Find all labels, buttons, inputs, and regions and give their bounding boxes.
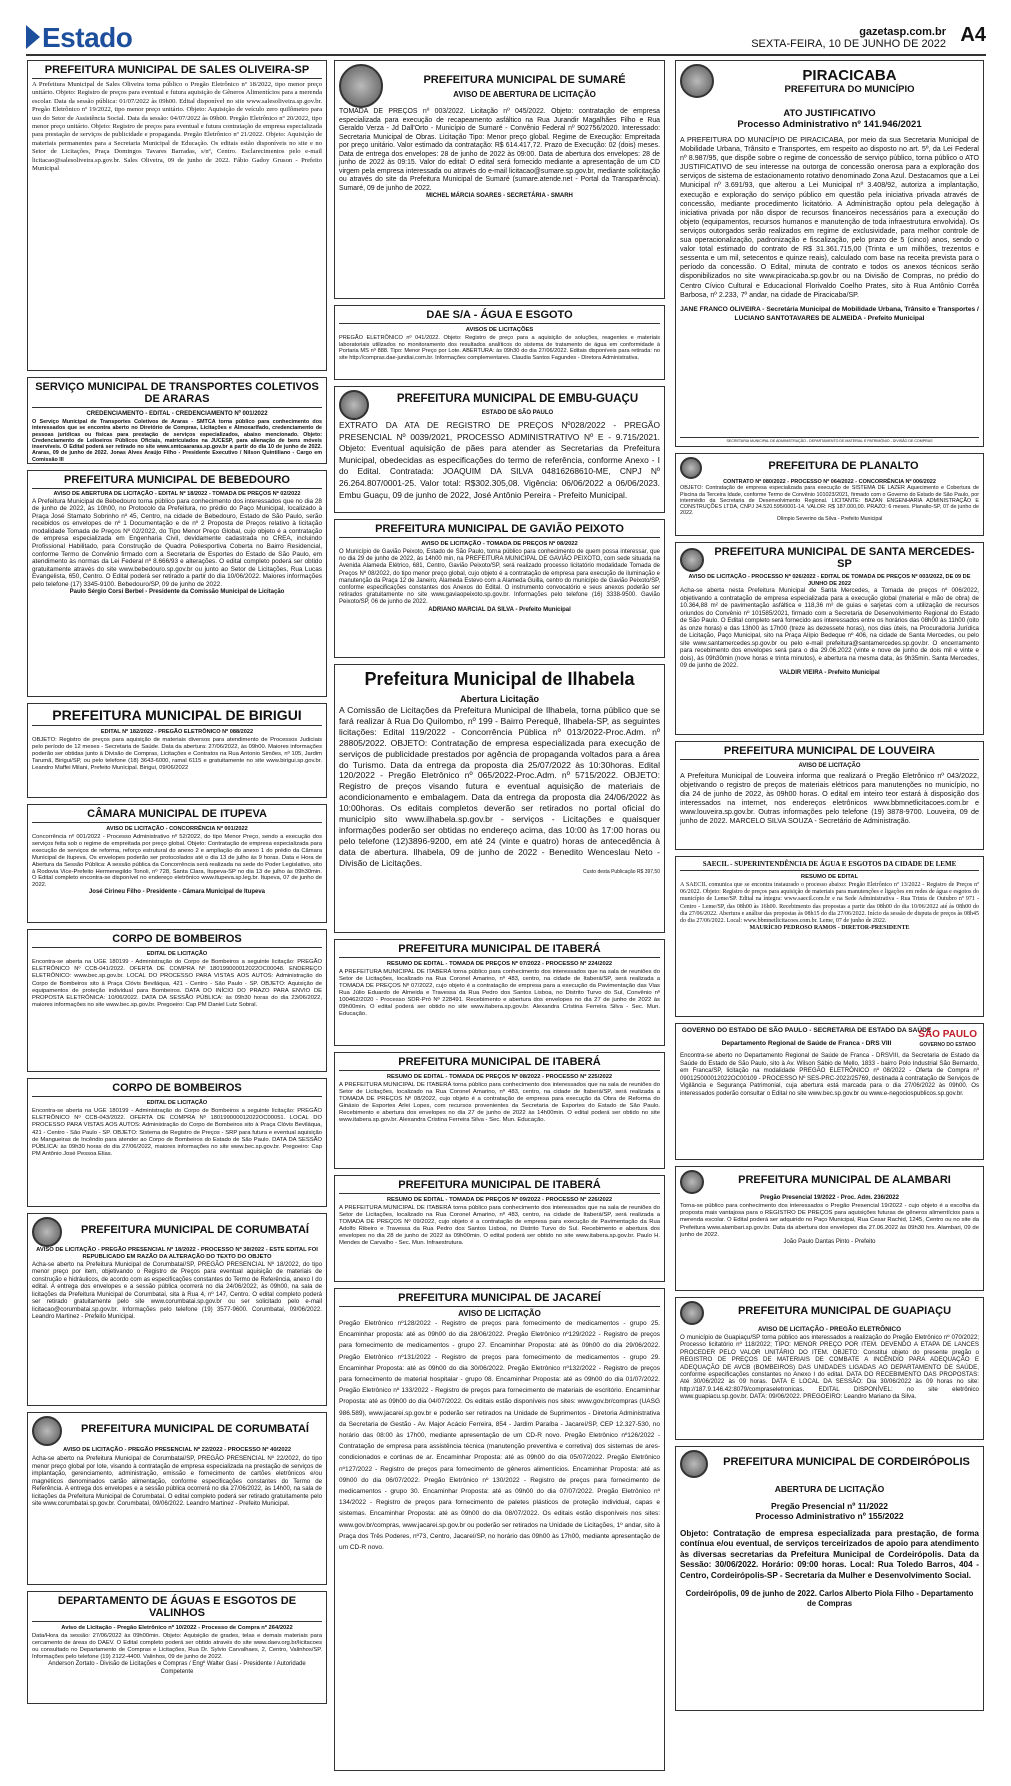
notice-body: A Prefeitura Municipal de Sales Oliveira torna público o Pregão Eletrônico nº 18/2022, tipo menor preço unitário. Objeto: Registro de preços para eventual e futura aquisição de Gêneros Alimentícios para a merenda escolar. Data da sessão pública: 01/07/2022 às 09h00. Edital disponível no site www.salesoliveira.sp.gov.br. Pregão Eletrônico nº 19/2022, tipo menor preço unitário. Objeto: Aquisição de veículo zero quilômetro para uso do Setor de Assistência Social. Data da sessão: 04/07/2022 às 09h00. Pregão Eletrônico nº 20/2022, tipo menor preço unitário. Objeto: Registro de preços para eventual e futura contratação de empresa especializada para prestação de serviços de publicidade e propaganda. Pregão Eletrônico nº 21/2022. Objeto: Aquisição de materiais permanentes para a Secretaria Municipal de Educação. Os editais estão disponíveis no site e no Setor de Licitações, Praça Domingos Tavares Barradas, s/nº, Centro. Esclarecimentos pelo e-mail licitacao@salesoliveira.sp.gov.br. Sales Oliveira, 09 de junho de 2022. Fábio Gadoy Gruson - Prefeito Municipal bbox=[32, 81, 322, 173]
notice-signature: Anderson Zortato - Divisão de Licitações e Compras / Engº Walter Gasi - Presidente / Autoridade Competente bbox=[48, 1661, 306, 1675]
municipal-seal-icon bbox=[32, 1416, 62, 1446]
notice-subtitle: Pregão Presencial 19/2022 - Proc. Adm. 236/2022 bbox=[760, 1195, 899, 1201]
notice-title: PREFEITURA MUNICIPAL DE JACAREÍ bbox=[339, 1292, 660, 1307]
notice-signature: MAURÍCIO PEDROSO RAMOS - DIRETOR-PRESIDENTE bbox=[749, 925, 910, 932]
notice-body: Acha-se aberta nesta Prefeitura Municipal de Santa Mercedes, a Tomada de preços nº 006/2022, objetivando a contratação de empresa especializada para a execução global (material e mão de obra) de 10.364,88 m² de pavimentação asfáltica e 118,36 m² de guias e sarjetas com a utilização de recursos oriundos do Convênio nº 101585/2021, firmado com a Secretaria de Desenvolvimento Regional do Estado de São Paulo. O Edital completo será fornecido aos interessados entre os horários das 08h00 às 11h00 (oito às onze horas) e das 13h00 às 17h00 (treze às dezessete horas), nos dias úteis, na Procuradoria Jurídica de Licitação, Paço Municipal, sito na Praça Alípio Bedeque nº 406, na cidade de Santa Mercedes, ou pelo site www.santamercedes.sp.gov.br ou pelo e-mail prefeitura@santamercedes.sp.gov.br. O encerramento para recebimento dos envelopes será para o dia 29.06.2022 (vinte e nove de junho de dois mil e vinte e dois), às 09h30min (nove horas e trinta minutos), e abertura na mesma data, às 9h35min. Santa Mercedes, 09 de junho de 2022. bbox=[680, 587, 979, 669]
municipal-seal-icon bbox=[680, 64, 714, 98]
municipal-seal-icon bbox=[680, 1170, 704, 1194]
notice-planalto bbox=[675, 453, 984, 536]
notice-guapiacu bbox=[675, 1297, 984, 1440]
notice-act-title: ATO JUSTIFICATIVO bbox=[783, 108, 876, 119]
notice-header bbox=[32, 1416, 322, 1446]
notice-subtitle: PREFEITURA DO MUNICÍPIO bbox=[784, 84, 915, 95]
notice-smtca-araras bbox=[27, 377, 327, 464]
notice-signature: MICHEL MÁRCIA SOARES - SECRETÁRIA - SMARH bbox=[426, 193, 573, 199]
notice-ilhabela bbox=[334, 664, 665, 933]
notice-title: DAE S/A - ÁGUA E ESGOTO bbox=[339, 309, 660, 324]
notice-saecil-leme bbox=[675, 856, 984, 1017]
notice-louveira bbox=[675, 741, 984, 850]
notice-title: PREFEITURA MUNICIPAL DE BIRIGUI bbox=[32, 707, 322, 726]
notice-title: PREFEITURA MUNICIPAL DE LOUVEIRA bbox=[680, 745, 979, 760]
notice-heading bbox=[389, 74, 660, 99]
notice-heading bbox=[720, 67, 979, 95]
notice-body: Objeto: Contratação de empresa especializada para prestação, de forma contínua e/ou eventual, de serviços terceirizados de apoio para atendimento às diversas secretarias da Prefeitura Municipal de Cordeirópolis. Data da Sessão: 30/06/2022. Horário: 09:00 horas. Local: Rua Toledo Barros, 404 - Centro, Cordeirópolis-SP - Secretaria da Mulher e Desenvolvimento Social. bbox=[680, 1529, 979, 1580]
notice-daev-valinhos bbox=[27, 1591, 327, 1704]
notice-itabera-2 bbox=[334, 1052, 665, 1169]
notice-jacarei bbox=[334, 1288, 665, 1771]
notice-subtitle: AVISOS DE LICITAÇÕES bbox=[465, 327, 534, 333]
notice-body: Encontra-se aberta na UGE 180199 - Administração do Corpo de Bombeiros a seguinte licitação: PREGÃO ELETRÔNICO Nº CCB-043/2022. OFERTA DE COMPRA Nº 180199000012022OC00051. LOCAL DO PROCESSO PARA VISTAS AOS AUTOS: Administração do Corpo de Bombeiros sito à Praça Clóvis Beviláqua, 421 - Centro - São Paulo - SP. OBJETO: Sistema de Registro de Preços - SRP para futura e eventual aquisição de Mangueiras de Incêndio para atender ao Corpo de Bombeiros do Estado de São Paulo. DATA DA SESSÃO PÚBLICA: às 09h30 horas do dia 27/06/2022, maiores informações no site www.bec.sp.gov.br. Pregoeiro: Cap PM Antônio José Pessoa Elias. bbox=[32, 1108, 322, 1158]
notice-subtitle: ESTADO DE SÃO PAULO bbox=[481, 409, 554, 416]
notice-body: Acha-se aberto na Prefeitura Municipal de Corumbataí/SP, PREGÃO PRESENCIAL Nº 22/2022, do tipo menor preço global por lote, visando à contratação de empresa especializada na prestação de serviços de implantação, gerenciamento, administração, emissão e fornecimento de cartões eletrônicos e/ou magnéticos denominados cartão alimentação, conforme especificações constantes do Termo de Referência. A entrega dos envelopes e a sessão pública ocorrerá no dia 27/06/2022, às 14h00, na sala de licitações da Prefeitura Municipal de Corumbataí. O edital completo poderá ser retirado gratuitamente pelo site www.corumbatai.sp.gov.br. Corumbataí, 09/06/2022. Leandro Martinez - Prefeito Municipal. bbox=[32, 1455, 322, 1507]
notice-title: CORPO DE BOMBEIROS bbox=[32, 1082, 322, 1097]
header-info bbox=[751, 26, 946, 50]
notice-title: PREFEITURA MUNICIPAL DE CORDEIRÓPOLIS bbox=[723, 1456, 970, 1468]
municipal-seal-icon bbox=[680, 1450, 708, 1478]
notice-body: Concorrência nº 001/2022 - Processo Administrativo nº 52/2022, do tipo Menor Preço, sendo a execução dos serviços feita sob o regime de empreitada por preço global. Objeto: Contratação de empresa especializada para execução de serviços de reforma, reforço estrutural do anexo 2 e ampliação do anexo 1 do prédio da Câmara Municipal de Itupeva. Os envelopes poderão ser protocolados até o dia 13 de julho às 9 horas. Data e Hora de Abertura da Sessão Pública: A sessão pública da Concorrência será realizada na sede do Poder Legislativo, sito à Rodovia Vice-Prefeito Hermenegildo Tonoli, nº 728, Santa Clara, Itupeva-SP no dia 13 de julho às 09h30min. O Edital completo encontra-se disponível no endereço eletrônico www.itupeva.sp.leg.br. Itupeva, 07 de junho de 2022. bbox=[32, 834, 322, 889]
notice-body: Acha-se aberto na Prefeitura Municipal de Corumbataí/SP, PREGÃO PRESENCIAL Nº 18/2022, do tipo menor preço por item, objetivando o Registro de Preços para eventual aquisição de materiais de construção e hidráulicos, de acordo com as especificações constantes do Termo de Referência, anexo I do edital. A entrega dos envelopes e a sessão pública ocorrerá no dia 24/06/2022, às 09h00, na sala de licitações da Prefeitura Municipal de Corumbataí, sita à Rua 4, nº 147, Centro. O edital completo poderá ser retirado gratuitamente pelo site www.corumbatai.sp.gov.br ou ser solicitado pelo e-mail licitacao@corumbatai.sp.gov.br. Informações pelo telefone (19) 3577-9600. Corumbataí, 09/06/2022. Leandro Martinez - Prefeito Municipal. bbox=[32, 1260, 322, 1321]
notice-subtitle: AVISO DE ABERTURA DE LICITAÇÃO - EDITAL Nº 18/2022 - TOMADA DE PREÇOS Nº 02/2022 bbox=[53, 491, 301, 497]
notice-title: PIRACICABA bbox=[802, 67, 897, 84]
header-rule bbox=[26, 54, 986, 56]
notice-cordeiropolis bbox=[675, 1446, 984, 1711]
notice-title: Prefeitura Municipal de Ilhabela bbox=[364, 669, 635, 689]
notice-title: PREFEITURA MUNICIPAL DE SUMARÉ bbox=[423, 73, 626, 86]
notice-subtitle: EDITAL Nº 182/2022 - PREGÃO ELETRÔNICO Nº 088/2022 bbox=[100, 729, 254, 735]
notice-title: PREFEITURA MUNICIPAL DE GAVIÃO PEIXOTO bbox=[339, 523, 660, 538]
notice-subtitle: AVISO DE LICITAÇÃO bbox=[798, 763, 861, 769]
notice-santa-mercedes bbox=[675, 542, 984, 735]
column-3 bbox=[675, 60, 984, 1717]
notice-header bbox=[680, 1301, 979, 1325]
notice-corumbatai-2 bbox=[27, 1412, 327, 1585]
notice-subtitle: AVISO DE LICITAÇÃO - TOMADA DE PREÇOS Nº 08/2022 bbox=[421, 541, 578, 547]
notice-body: O município de Guapiaçu/SP torna público aos interessados a realização do Pregão Eletrônico nº 070/2022; Processo licitatório nº 118/2022; TIPO: MENOR PREÇO POR ITEM. DEVENDO A ETAPA DE LANCES PROCEDER PELO VALOR UNITÁRIO DO ITEM. OBJETO: Constitui objeto do presente pregão o REGISTRO DE PREÇOS DE MATERIAIS DE COMBATE A INCÊNDIO PARA ADEQUAÇÃO E ADEQUAÇÃO DE AVCB (BOMBEIROS) DAS UNIDADES LIGADAS AO DEPARTAMENTO DE SAÚDE, conforme especificações constantes no Anexo I do edital. DATA DO RECEBIMENTO DAS PROPOSTAS: Até 30/06/2022 às 09 horas. DATA E LOCAL DA SESSÃO: Dia 30/06/2022 às 09 horas no site: http://187.9.146.42:8079/compraseletronicas. EDITAL DISPONÍVEL: no site eletrônico www.guapiacu.sp.gov.br. DATA: 09/06/2022. PREGOEIRO: Leandro Mariano da Silva. bbox=[680, 1334, 979, 1401]
notice-bebedouro bbox=[27, 470, 327, 697]
notice-footer: SECRETARIA MUNICIPAL DE ADMINISTRAÇÃO - DEPARTAMENTO DE MATERIAL E PATRIMÔNIO - DIVISÃO DE COMPRAS bbox=[680, 437, 979, 443]
notice-title: PREFEITURA MUNICIPAL DE SALES OLIVEIRA-SP bbox=[32, 64, 322, 79]
notice-subtitle: Abertura Licitação bbox=[459, 694, 540, 704]
notice-heading bbox=[375, 393, 660, 418]
notice-signature: JANE FRANCO OLIVEIRA - Secretária Municipal de Mobilidade Urbana, Trânsito e Transportes / LUCIANO SANTOTAVARES DE ALMEIDA - Prefeito Municipal bbox=[680, 305, 979, 322]
notice-gaviao-peixoto bbox=[334, 519, 665, 658]
notice-itupeva bbox=[27, 804, 327, 923]
notice-body: TOMADA DE PREÇOS nº 003/2022. Licitação nº 045/2022. Objeto: contratação de empresa especializada para execução de recapeamento asfáltico na Rua Jurandir Magalhães Filho e Rua Geraldo Verza - Jd Dall'Orto - Município de Sumaré - Convênio Federal nº 902756/2020. Interessado: Secretaria Municipal de Obras. Licitação Tipo: Menor preço global. Regime de Execução: Empreitada por preço unitário. Valor estimado da contratação: R$ 614.417,72. Prazo de Execução: 02 (dois) meses. Data de entrega dos envelopes: 28 de junho de 2022 às 09:00. Data de abertura dos envelopes: 28 de junho de 2022 às 09:15. Valor do edital: O edital será fornecido mediante a apresentação de um CD virgem pela empresa interessada ou através do e-mail licitacao@sumare.sp.gov.br, mediante solicitação ou através do site da Prefeitura Municipal de Sumaré (sumare.atende.net - Portal da Transparência). Sumaré, 09 de junho de 2022. bbox=[339, 108, 660, 192]
notice-signature: José Cirineu Filho - Presidente - Câmara Municipal de Itupeva bbox=[88, 889, 266, 896]
notice-subtitle: CREDENCIAMENTO - EDITAL - CREDENCIAMENTO Nº 001/2022 bbox=[86, 411, 268, 417]
notice-saude-franca bbox=[675, 1023, 984, 1160]
notice-signature: VALDIR VIEIRA - Prefeito Municipal bbox=[779, 669, 880, 676]
notice-title: GOVERNO DO ESTADO DE SÃO PAULO - SECRETARIA DE ESTADO DA SAÚDE bbox=[681, 1027, 932, 1034]
notice-body: Data/Hora da sessão: 27/06/2022 às 09h00min. Objeto: Aquisição de grades, telas e demais materiais para cercamento de áreas do DAEV. O Edital completo poderá ser obtido através do site www.daev.org.br/licitacoes ou consultado no Departamento de Compras e Licitações, Rua Dr. Sylvio Carvalhaes, 2, Centro, Valinhos/SP. Informações pelo telefone (19) 2122-4400. Valinhos, 09 de junho de 2022. bbox=[32, 1633, 322, 1660]
notice-body: OBJETO: Registro de preços para aquisição de materiais diversos para atendimento de Processos Judiciais pelo período de 12 meses - Secretaria de Saúde. Data da abertura: 27/06/2022, às 09h00. Maiores informações poderão ser obtidas junto à Divisão de Compras, Licitações e Contratos na Rua Antonio Simões, nº 105, Jardim Tarumã, Birigui/SP, ou pelo telefone (18) 3643-6000, ramal 6115 e gratuitamente no site www.birigui.sp.gov.br. Leandro Maffei Milani, Prefeito Municipal. Birigui, 09/06/2022 bbox=[32, 737, 322, 771]
masthead bbox=[26, 22, 986, 54]
notice-subtitle: AVISO DE LICITAÇÃO - PREGÃO PRESENCIAL Nº 22/2022 - PROCESSO Nº 40/2022 bbox=[62, 1447, 292, 1453]
notice-body: A PREFEITURA MUNICIPAL DE ITABERÁ torna público para conhecimento dos interessados que na sala de reuniões do Setor de Licitações, localizado na Rua Coronel Amarino, nº 483, centro, na cidade de Itaberá/SP, será realizada a TOMADA DE PREÇOS Nº 09/2022, cujo objeto é a contratação de empresa para execução de Pavimentação da Rua Adolfo Ribeiro e Travessa da Rua Pedro dos Santos Lisboa, no Distrito Turvo do Sul. Recebimento e abertura dos envelopes no dia 28 de junho de 2022 às 09h00min. O edital poderá ser obtido no site www.itabera.sp.gov.br. Paulo H. Mendes de Carvalho - Sec. Mun. Infraestrutura. bbox=[339, 1205, 660, 1246]
notice-process-number: Processo Administrativo nº 141.946/2021 bbox=[737, 119, 922, 130]
brand-name: Estado bbox=[42, 22, 133, 53]
notice-alambari bbox=[675, 1166, 984, 1291]
notice-corpo-bombeiros-2 bbox=[27, 1078, 327, 1207]
notice-header bbox=[680, 1170, 979, 1194]
notice-subtitle: RESUMO DE EDITAL - TOMADA DE PREÇOS Nº 07/2022 - PROCESSO Nº 224/2022 bbox=[386, 961, 613, 967]
notice-title: CORPO DE BOMBEIROS bbox=[32, 933, 322, 948]
notice-header bbox=[680, 546, 979, 574]
notice-title: DEPARTAMENTO DE ÁGUAS E ESGOTOS DE VALINHOS bbox=[32, 1595, 322, 1622]
notice-body: Torna-se público para conhecimento dos interessados o Pregão Presencial 19/2022 - cujo objeto é a escolha da proposta mais vantajosa para o REGISTRO DE PREÇOS para aquisições futuras de gêneros alimentícios para a merenda escolar. O Edital poderá ser adquirido no Paço Municipal, Rua Cesar Rachid, 1245, Centro ou no site da Prefeitura www.alambari.sp.gov.br. Data da abertura dos envelopes dia 27.06.2022 às 09h30 hrs. Alambari, 09 de junho de 2022. bbox=[680, 1203, 979, 1238]
notice-signature: Olímpio Severino da Silva - Prefeito Municipal bbox=[776, 516, 883, 523]
notice-title: PREFEITURA MUNICIPAL DE ITABERÁ bbox=[339, 943, 660, 958]
notice-subtitle: AVISO DE ABERTURA DE LICITAÇÃO bbox=[453, 89, 596, 99]
notice-corumbatai-1 bbox=[27, 1213, 327, 1406]
notice-body: A PREFEITURA DO MUNICÍPIO DE PIRACICABA, por meio da sua Secretaria Municipal de Mobilidade Urbana, Trânsito e Transportes, em respeito ao disposto no art. 5º, da Lei Federal nº 8.987/95, que dispõe sobre o regime de concessão de serviço público, torna público o ATO JUSTIFICATIVO de seu interesse na outorga de concessão onerosa para a exploração dos serviços de sistema de estacionamento rotativo denominado Zona Azul. Destacamos que a Lei Municipal nº 3.691/93, que alterou a Lei Municipal nº 3.408/92, autoriza a implantação, execução e exploração do serviço público em questão pela iniciativa privada através de concessão, mediante procedimento licitatório. A Administração optou pela delegação à iniciativa privada por não dispor de recursos financeiros necessários para a execução do objeto (equipamentos, recursos humanos e manutenção de toda infraestrutura envolvida). Os serviços outorgados serão realizados em regime de exclusividade, para melhor controle de sua operacionalização, padronização e fiscalização, pelo prazo de 5 (cinco) anos, sendo o valor total estimado do contrato de R$ 31.361.715,00 (Trinta e um milhões, trezentos e sessenta e um mil, setecentos e quinze reais), calculado com base na receita prevista para o período da concessão. O Edital, minuta de contrato e todos os anexos técnicos serão disponibilizados no site www.piracicaba.sp.gov.br ou na Divisão de Compras, no prédio do Centro Cívico Cultural e Educacional Florivaldo Coelho Prates, sito à Rua Antônio Corrêa Barbosa, nº 2.233, 7º andar, na cidade de Piracicaba/SP. bbox=[680, 136, 979, 299]
notice-signature: Paulo Sérgio Corsi Berbel - Presidente da Comissão Municipal de Licitação bbox=[69, 588, 285, 595]
notice-subtitle: Aviso de Licitação - Pregão Eletrônico nº 10/2022 - Processo de Compra nº 264/2022 bbox=[61, 1625, 293, 1631]
notice-birigui bbox=[27, 703, 327, 798]
notice-body: PREGÃO ELETRÔNICO nº 041/2022. Objeto: Registro de preço para a aquisição de soluções, reagentes e materiais laboratoriais utilizados no monitoramento dos resultados analíticos do sistema de tratamento de água em conformidade à Portaria MS nº 888. Tipo: Menor Preço por Lote. ABERTURA: às 09h30 do dia 27/06/2022. Editais disponíveis para retirada: no site http://compras.dae-jundiai.com.br. Informações complementares. Claudia Santos Fagundes - Diretora Administrativa. bbox=[339, 335, 660, 361]
notice-subtitle: RESUMO DE EDITAL bbox=[800, 874, 859, 880]
municipal-seal-icon bbox=[339, 64, 383, 108]
municipal-seal-icon bbox=[680, 548, 704, 572]
notice-body: Encontra-se aberta na UGE 180199 - Administração do Corpo de Bombeiros a seguinte licitação: PREGÃO ELETRÔNICO Nº CCB-041/2022. OFERTA DE COMPRA Nº 180199000012022OC00048. ENDEREÇO ELETRÔNICO: www.bec.sp.gov.br. LOCAL DO PROCESSO PARA VISTAS AOS AUTOS: Administração do Corpo de Bombeiros sito à Praça Clóvis Beviláqua, 421 - Centro - São Paulo - SP. OBJETO: Aquisição de equipamentos de proteção individual para Bombeiros. DATA DO INÍCIO DO PRAZO PARA ENVIO DE PROPOSTA ELETRÔNICA: 10/06/2022. DATA DA SESSÃO PÚBLICA: às 09h30 horas do dia 23/06/2022, maiores informações no site www.bec.sp.gov.br. Pregoeiro: Cap PM Daniel Lutz Sobral. bbox=[32, 959, 322, 1009]
notice-sales-oliveira bbox=[27, 60, 327, 371]
sao-paulo-logo: SÃO PAULO GOVERNO DO ESTADO bbox=[918, 1029, 977, 1048]
notice-subtitle: RESUMO DE EDITAL - TOMADA DE PREÇOS Nº 08/2022 - PROCESSO Nº 225/2022 bbox=[386, 1074, 613, 1080]
notice-header bbox=[339, 390, 660, 420]
notice-signature: João Paulo Dantas Pinto - Prefeito bbox=[783, 1239, 876, 1246]
page-number: A4 bbox=[960, 24, 986, 46]
notice-body: A Comissão de Licitações da Prefeitura Municipal de Ilhabela, torna público que se fará realizar à Rua Do Quilombo, nº 199 - Bairro Perequê, Ilhabela-SP, as seguintes licitações: Edital 119/2022 - Concorrência Pública nº 013/2022-Proc.Adm. nº 28805/2022. OBJETO: Contratação de empresa especializada para execução de serviços de publicidade prestados por agência de propaganda voltados para a área do Turismo. Data da entrega da proposta dia 25/07/2022 às 10:30horas. Edital 120/2022 - Pregão Eletrônico nº 065/2022-Proc.Adm. nº 5715/2022. OBJETO: Registro de preços visando futura e eventual aquisição de materiais de acondicionamento e embalagem. Data da entrega da proposta dia 24/06/2022 às 10:00horas. Os editais completos deverão ser retirados no portal oficial do município sito www.ilhabela.sp.gov.br - serviços - Licitações e quaisquer informações poderão ser obtidas no endereço acima, das 10:00 às 17:00 horas ou pelo telefone (12)3896-9200, em até 24 (vinte e quatro) horas de antecedência à data de abertura. Ilhabela, 09 de junho de 2022 - Benedito Wenceslau Neto - Divisão de Licitações. bbox=[339, 705, 660, 868]
notice-cost: Custo desta Publicação R$ 397,50 bbox=[583, 868, 660, 875]
notice-subtitle: CONTRATO Nº 080/2022 - PROCESSO Nº 064/2022 - CONCORRÊNCIA Nº 006/2022 bbox=[723, 479, 936, 485]
notice-subtitle: AVISO DE LICITAÇÃO bbox=[458, 1309, 541, 1318]
notice-corpo-bombeiros-1 bbox=[27, 929, 327, 1072]
notice-subtitle: EDITAL DE LICITAÇÃO bbox=[146, 1100, 208, 1106]
notice-itabera-3 bbox=[334, 1175, 665, 1282]
notice-signature: ADRIANO MARCIAL DA SILVA - Prefeito Municipal bbox=[428, 606, 571, 613]
notice-subtitle: AVISO DE LICITAÇÃO - PREGÃO ELETRÔNICO bbox=[757, 1326, 902, 1333]
notice-itabera-1 bbox=[334, 939, 665, 1046]
notice-title: SAECIL - SUPERINTENDÊNCIA DE ÁGUA E ESGOTOS DA CIDADE DE LEME bbox=[680, 860, 979, 871]
municipal-seal-icon bbox=[680, 1301, 704, 1325]
notice-title: PREFEITURA MUNICIPAL DE ITABERÁ bbox=[339, 1056, 660, 1071]
notice-header bbox=[680, 64, 979, 98]
notice-body: O Serviço Municipal de Transportes Coletivos de Araras - SMTCA torna público para conhecimento dos interessados que se encontra aberto no Diretório de Compras, Licitações e Almoxarifado, credenciamento de pessoas jurídicas ou físicas para prestação de serviços especializados, abaixo mencionado. Objeto: Credenciamento de Leiloeiros Públicos Oficiais, matriculados na JUCESP, para alienação de bens móveis inservíveis. O Edital poderá ser retirado no site www.smtcaararas.sp.gov.br a partir do dia 10 de junho de 2022. Araras, 09 de junho de 2022. Jonas Alves Araújo Filho - Presidente Executivo / Nilson Quintiliano - Cargo em Comissão III bbox=[32, 419, 322, 463]
notice-title: PREFEITURA MUNICIPAL DE ALAMBARI bbox=[738, 1174, 951, 1186]
notice-title: PREFEITURA MUNICIPAL DE ITABERÁ bbox=[339, 1179, 660, 1194]
notice-title: PREFEITURA DE PLANALTO bbox=[768, 460, 919, 472]
notice-subtitle: ABERTURA DE LICITAÇÃO bbox=[774, 1484, 885, 1494]
notice-title: PREFEITURA MUNICIPAL DE CORUMBATAÍ bbox=[81, 1423, 309, 1435]
site-url[interactable]: gazetasp.com.br bbox=[859, 26, 946, 38]
notice-embu-guacu bbox=[334, 386, 665, 513]
notice-header bbox=[32, 1217, 322, 1247]
notice-title: PREFEITURA MUNICIPAL DE SANTA MERCEDES-SP bbox=[714, 546, 975, 570]
notice-body: A PREFEITURA MUNICIPAL DE ITABERÁ torna público para conhecimento dos interessados que na sala de reuniões do Setor de Licitações, localizado na Rua Coronel Amarino, nº 483, centro, na cidade de Itaberá/SP, será realizada a TOMADA DE PREÇOS Nº 08/2022, cujo objeto é a contratação de empresa para execução da Obra de Reforma do Ginásio de Esportes Arlei Lopes, com recursos provenientes da Secretaria de Esportes do Estado de São Paulo. Recebimento e abertura dos envelopes no dia 27 de junho de 2022 às 14h00min. O edital poderá ser obtido no site www.itabera.sp.gov.br. Alexandra Cristina Ferreira Silva - Sec. Mun. Educação. bbox=[339, 1082, 660, 1123]
notice-subtitle: Departamento Regional de Saúde de Franca - DRS VIII bbox=[721, 1040, 892, 1047]
notice-subtitle: RESUMO DE EDITAL - TOMADA DE PREÇOS Nº 09/2022 - PROCESSO Nº 226/2022 bbox=[386, 1197, 613, 1203]
column-2 bbox=[334, 60, 665, 1777]
notice-piracicaba bbox=[675, 60, 984, 447]
notice-body: Encontra-se aberto no Departamento Regional de Saúde de Franca - DRSVIII, da Secretaria de Estado da Saúde do Estado de São Paulo, sito à Av. Wilson Sábio de Mello, 1833 - bairro Polo Industrial São Bernardo, em Franca/SP, licitação na modalidade PREGÃO ELETRÔNICO nº 08/2022 - Oferta de Compra nº 090125000012022OC00109 - PROCESSO Nº SES-PRC-2022/25769, destinada à contratação de Serviços de Vigilância e Segurança Patrimonial, cuja abertura está marcada para o dia 27/06/2022 às 09h00. Os interessados poderão consultar o Edital no site www.bec.sp.gov.br ou www.e-negociospublicos.sp.gov.br. bbox=[680, 1052, 979, 1097]
notice-subtitle: EDITAL DE LICITAÇÃO bbox=[146, 951, 208, 957]
column-1 bbox=[27, 60, 327, 1710]
notice-subtitle: AVISO DE LICITAÇÃO - CONCORRÊNCIA Nº 001/2022 bbox=[106, 826, 248, 832]
notice-body: A Prefeitura Municipal de Louveira informa que realizará o Pregão Eletrônico nº 043/2022, objetivando o registro de preços de materiais elétricos para manutenções no município, no dia 24 de junho de 2022, às 09h00 horas. O edital em inteiro teor estará à disposição dos interessados na internet, nos endereços eletrônicos www.bbmnetlicitacoes.com.br e www.louveira.sp.gov.br. Outras informações pelo telefone (19) 3878-9700. Louveira, 09 de junho de 2022. MARCELO SILVA SOUZA - Secretário de Administração. bbox=[680, 771, 979, 825]
notice-body: A SAECIL comunica que se encontra instaurado o processo abaixo: Pregão Eletrônico nº 13/2022 - Registro de Preços nº 06/2022. Objeto: Registro de preços para aquisição de materiais para manutenções e ligações em redes de água e esgotos do município de Leme/SP. Edital na íntegra: www.saecil.com.br e na Sede Administrativa - Rua Trinta de Outubro nº 971 - Centro - Leme/SP, das 08h00 às 16h00. Recebimento das propostas a partir das 08h00 do dia 10/06/2022 até às 08h00 do dia 27/06/2022. Abertura e análise das propostas às 08h15 do dia 27/06/2022. Início da sessão de disputa de preços às 08h45 do dia 27/06/2022. Local: www.bbmnetlicitacoes.com.br. Leme, 07 de junho de 2022. bbox=[680, 882, 979, 925]
notice-title: SERVIÇO MUNICIPAL DE TRANSPORTES COLETIVOS DE ARARAS bbox=[32, 381, 322, 408]
notice-body: EXTRATO DA ATA DE REGISTRO DE PREÇOS Nº028/2022 - PREGÃO PRESENCIAL Nº 0039/2021, PROCESSO ADMINISTRATIVO Nº E - 9.715/2021. Objeto: Eventual aquisição de pães para atender as Secretarias da Prefeitura Municipal, obedecidas as especificações do termo de referência, conforme Anexo - I do Edital. Contratada: JOAQUIM DA SILVA 04816268610-ME, CNPJ Nº 26.264.807/0001-25. Valor total: R$302.305,08. Vigência: 06/06/2022 a 06/06/2023. Embu Guaçu, 09 de junho de 2022, José Antônio Pereira - Prefeito Municipal. bbox=[339, 420, 660, 500]
notice-subtitle: AVISO DE LICITAÇÃO - PROCESSO Nº 026/2022 - EDITAL DE TOMADA DE PREÇOS Nº 003/2022, DE 09 DE JUNHO DE 2022 bbox=[688, 574, 971, 587]
notice-dae-jundiai bbox=[334, 305, 665, 380]
notice-signature: Cordeirópolis, 09 de junho de 2022. Carlos Alberto Piola Filho - Departamento de Compras bbox=[685, 1589, 974, 1609]
notice-pregao-number: Pregão Presencial nº 11/2022 bbox=[771, 1501, 888, 1511]
logo-arrow-icon bbox=[26, 25, 40, 49]
municipal-seal-icon bbox=[339, 390, 369, 420]
municipal-seal-icon bbox=[32, 1217, 62, 1247]
notice-body: Pregão Eletrônico nº128/2022 - Registro de preços para fornecimento de medicamentos - grupo 25. Encaminhar proposta: até as 09h00 do dia 28/06/2022. Pregão Eletrônico nº129/2022 - Registro de preços para fornecimento de medicamentos - grupo 27. Encaminhar Proposta: até às 09h00 do dia 29/06/2022. Pregão Eletrônico nº131/2022 - Registro de preços para fornecimento de medicamentos - grupo 29. Encaminhar Proposta: até as 09h00 do dia 30/06/2022. Pregão Eletrônico nº132/2022 - Registro de preços para fornecimento de material hospitalar - grupo 08. Encaminhar Proposta: até as 09h00 do dia 01/07/2022. Pregão Eletrônico nº 133/2022 - Registro de preços para fornecimento de materiais de escritório. Encaminhar Proposta: até as 09h00 do dia 04/07/2022. Os editais estão disponíveis nos sites: www.gov.br/compras (UASG 986.589), www.jacarei.sp.gov.br e poderão ser retirados na Unidade de Suprimentos - Diretoria Administrativa da Secretaria de Gestão - Av. Major Acácio Ferreira, 854 - Jardim Paraíba - Jacareí/SP, CEP 12.327-530, no horário das 08:00 às 17h00, mediante apresentação de um CD-R novo. Pregão Eletrônico nº126/2022 - Contratação de empresa para assistência técnica (manutenção preventiva e corretiva) dos sistemas de ares-condicionados e cortinas de ar. Encaminhar Proposta: até as 09h00 do dia 05/07/2022. Pregão Eletrônico nº127/2022 - Registro de preços para fornecimento de gêneros alimentícios. Encaminhar Proposta: até as 09h00 do dia 06/07/2022. Pregão Eletrônico nº 130/2022 - Registro de preços para fornecimento de medicamentos - grupo 30. Encaminhar Proposta: até as 09h00 do dia 07/07/2022. Pregão Eletrônico nº 134/2022 - Registro de preços para fornecimento de paletes plásticos de proteção individual, capas e sistemas. Encaminhar Proposta: até as 09h00 do dia 08/07/2022. Os editais estão disponíveis nos sites: www.gov.br/compras, www.jacarei.sp.gov.br ou poderão ser retirados na Unidade de Licitações, 1º andar, sito à Praça dos Três Poderes, nº73, Centro, Jacareí/SP, no horário das 09h00 às 17h00, mediante apresentação de um CD-R novo. bbox=[339, 1320, 660, 1552]
notice-title: CÂMARA MUNICIPAL DE ITUPEVA bbox=[32, 808, 322, 823]
municipal-seal-icon bbox=[680, 457, 702, 479]
notice-title: PREFEITURA MUNICIPAL DE BEBEDOURO bbox=[32, 474, 322, 489]
notice-title: PREFEITURA MUNICIPAL DE CORUMBATAÍ bbox=[81, 1224, 309, 1236]
newspaper-logo bbox=[26, 22, 132, 54]
notice-header bbox=[339, 64, 660, 108]
notice-subtitle: AVISO DE LICITAÇÃO - PREGÃO PRESENCIAL Nº 18/2022 - PROCESSO Nº 38/2022 - ESTE EDITAL FOI REPUBLICADO EM RAZÃO DA ALTERAÇÃO DO TEXTO DO OBJETO bbox=[36, 1247, 318, 1260]
notice-body: A Prefeitura Municipal de Bebedouro torna público para conhecimento dos interessados que no dia 28 de junho de 2022, às 10h00, no Protocolo da Prefeitura, no prédio do Paço Municipal, localizado à Praça José Stamato Sobrinho nº 45, Centro, na cidade de Bebedouro, Estado de São Paulo, serão recebidos os envelopes de nº 1 Documentação e de nº 2 Proposta de Preços relativo à licitação modalidade Tomada de Preços Nº 02/2022, do Tipo Menor Preço Global, cujo objeto é a contratação de empresa especializada em Engenharia Civil, devidamente cadastrada no CREA, incluindo Profissional Habilitado, para Construção de Quadra Poliesportiva Coberta no Bairro Residencial, conforme Termo de Convênio firmado com a Secretaria de Esportes do Estado de São Paulo, em atendimento às normas da Lei Federal nº 8.666/93 e alterações. O edital completo poderá ser obtido gratuitamente através do site www.bebedouro.sp.gov.br ou junto ao Setor de Licitações, Rua Lucas Evangelista, 650, Centro. O Edital poderá ser retirado a partir do dia 10/06/2022. Maiores informações pelo telefone (17) 3345-9100. Bebedouro/SP, 09 de junho de 2022. bbox=[32, 497, 322, 589]
notice-header bbox=[680, 457, 979, 479]
notice-body: OBJETO: Contratação de empresa especializada para execução de SISTEMA DE LAZER Aquecimento e Cobertura de Piscina da Terceira Idade, conforme Termo de Convênio 101023/2021, firmado com o Governo do Estado de São Paulo, por intermédio da Secretaria de Desenvolvimento Regional. LICITANTE: BAZAN ENGENHARIA ADMINISTRAÇÃO E CONSTRUÇÕES LTDA, CNPJ 34.520.595/0001-14. VALOR: R$ 187.000,00. PRAZO: 6 meses. Planalto-SP, 07 de junho de 2022. bbox=[680, 485, 979, 517]
notice-body: O Município de Gavião Peixoto, Estado de São Paulo, torna público para conhecimento de quem possa interessar, que no dia 29 de junho de 2022, às 14h00 min, na PREFEITURA MUNICIPAL DE GAVIÃO PEIXOTO, com sede situada na Avenida Alameda Elétrico, 681, Centro, Gavião Peixoto/SP, será realizado processo licitatório modalidade Tomada de Preços Nº 08/2022, do tipo menor preço global, cujo objeto é a contratação de empresa para execução de iluminação e manutenção da Praça 12 de Janeiro, Alameda Estevo com a Alameda Guilla, centro do município de Gavião Peixoto/SP, conforme especificações constantes dos Anexos do Edital. O instrumento convocatório e seus anexos poderão ser retirados gratuitamente no site www.gaviaopeixoto.sp.gov.br. Informações pelo telefone (16) 3338-9500. Gavião Peixoto/SP, 06 de junho de 2022. bbox=[339, 549, 660, 606]
notice-title: PREFEITURA MUNICIPAL DE EMBU-GUAÇU bbox=[396, 392, 639, 405]
notice-process-number: Processo Administrativo nº 155/2022 bbox=[755, 1511, 904, 1521]
notice-sumare bbox=[334, 60, 665, 299]
notice-body: A PREFEITURA MUNICIPAL DE ITABERÁ torna público para conhecimento dos interessados que na sala de reuniões do Setor de Licitações, localizado na Rua Coronel Amarino, nº 483, centro, na cidade de Itaberá/SP, será realizada a TOMADA DE PREÇOS Nº 07/2022, cujo objeto é a contratação de empresa para a execução da Pavimentação das Vias Rua Júlio Eduardo de Almeida e Travessa da Rua Pedro dos Santos Lisboa, no Distrito Turvo do Sul, Convênio nº 100462/2020 - Processo SDR-Pró Nº 228491. Recebimento e abertura dos envelopes no dia 27 de junho de 2022 às 09h00min. O edital poderá ser obtido no site www.itabera.sp.gov.br. Alexandra Cristina Ferreira Silva - Sec. Mun. Educação. bbox=[339, 969, 660, 1017]
notice-header bbox=[680, 1450, 979, 1478]
issue-date: SEXTA-FEIRA, 10 DE JUNHO DE 2022 bbox=[751, 38, 946, 50]
notice-title: PREFEITURA MUNICIPAL DE GUAPIAÇU bbox=[737, 1305, 952, 1317]
